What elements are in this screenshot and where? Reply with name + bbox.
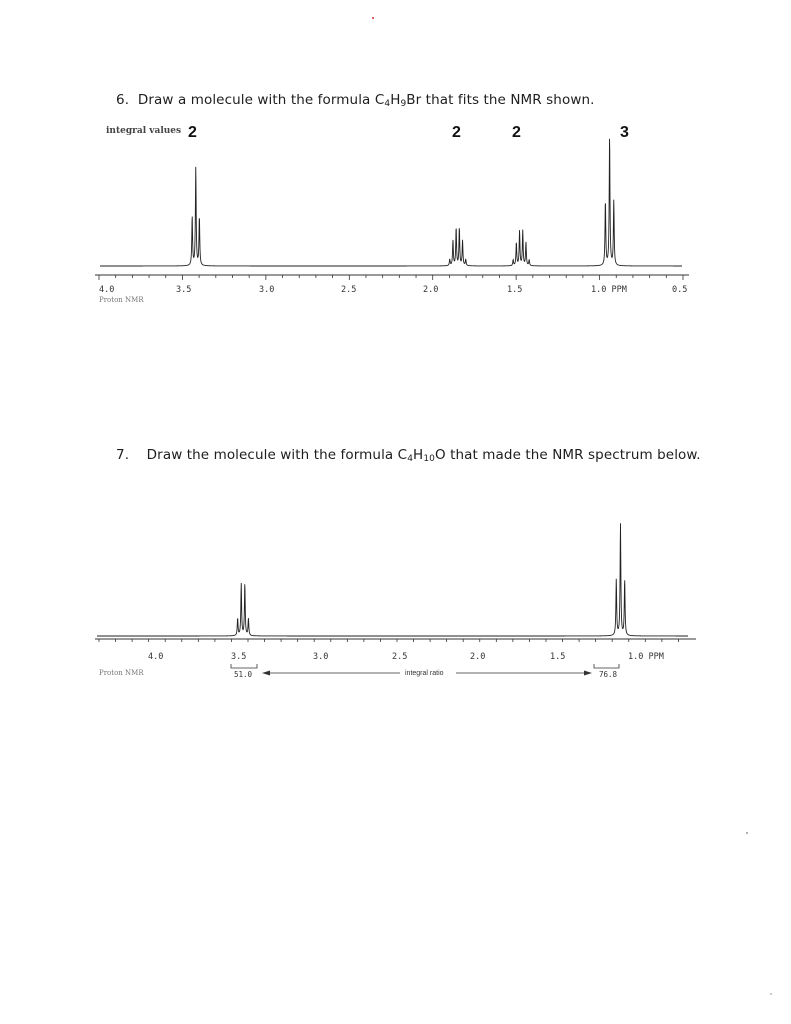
arrow-head-right xyxy=(584,671,592,676)
axis-tick-label: 1.0 PPM xyxy=(591,285,627,295)
axis-tick-label: 1.0 PPM xyxy=(628,652,664,662)
question-text: Draw the molecule with the formula C xyxy=(146,447,408,463)
integral-value: 2 xyxy=(452,124,461,141)
axis-tick-label: 3.5 xyxy=(176,285,192,295)
axis-tick-label: 0.5 xyxy=(672,285,688,295)
question-text: Draw a molecule with the formula C xyxy=(137,92,385,108)
integral-value: 3 xyxy=(620,124,629,141)
nmr-trace xyxy=(100,139,682,266)
arrow-head-left xyxy=(262,671,270,676)
axis-tick-label: 4.0 xyxy=(99,285,115,295)
integral-values-label: integral values xyxy=(106,126,182,136)
integral-value: 2 xyxy=(188,124,197,141)
axis-tick-label: 2.5 xyxy=(341,285,357,295)
proton-nmr-label: Proton NMR xyxy=(99,296,144,304)
axis-tick-label: 3.5 xyxy=(231,652,247,662)
axis-tick-label: 2.0 xyxy=(423,285,439,295)
integral-bracket xyxy=(594,664,619,668)
axis-tick-label: 1.5 xyxy=(507,285,523,295)
axis-tick-label: 2.0 xyxy=(470,652,486,662)
spectrum-2 xyxy=(95,523,696,675)
integral-bracket xyxy=(231,664,257,668)
question-number: 7. xyxy=(116,447,130,463)
integral-value: 2 xyxy=(512,124,521,141)
axis-tick-label: 4.0 xyxy=(148,652,164,662)
nmr-trace xyxy=(97,523,688,636)
axis-tick-label: 3.0 xyxy=(313,652,329,662)
axis-tick-label: 2.5 xyxy=(392,652,408,662)
axis-tick-label: 3.0 xyxy=(259,285,275,295)
question-6: 6. Draw a molecule with the formula $C_4H_9Br$ that fits the NMR shown. xyxy=(116,92,595,109)
integral-right-value: 76.8 xyxy=(599,670,618,679)
question-number: 6. xyxy=(116,92,130,108)
question-7: 7. Draw the molecule with the formula $C_4H_{10}O$ that made the NMR spectrum below. xyxy=(116,447,701,464)
axis-tick-label: 1.5 xyxy=(550,652,566,662)
spectrum-1 xyxy=(95,139,689,280)
integral-left-value: 51.0 xyxy=(234,670,253,679)
proton-nmr-label: Proton NMR xyxy=(99,669,144,677)
integral-ratio-label: integral ratio xyxy=(405,670,444,677)
